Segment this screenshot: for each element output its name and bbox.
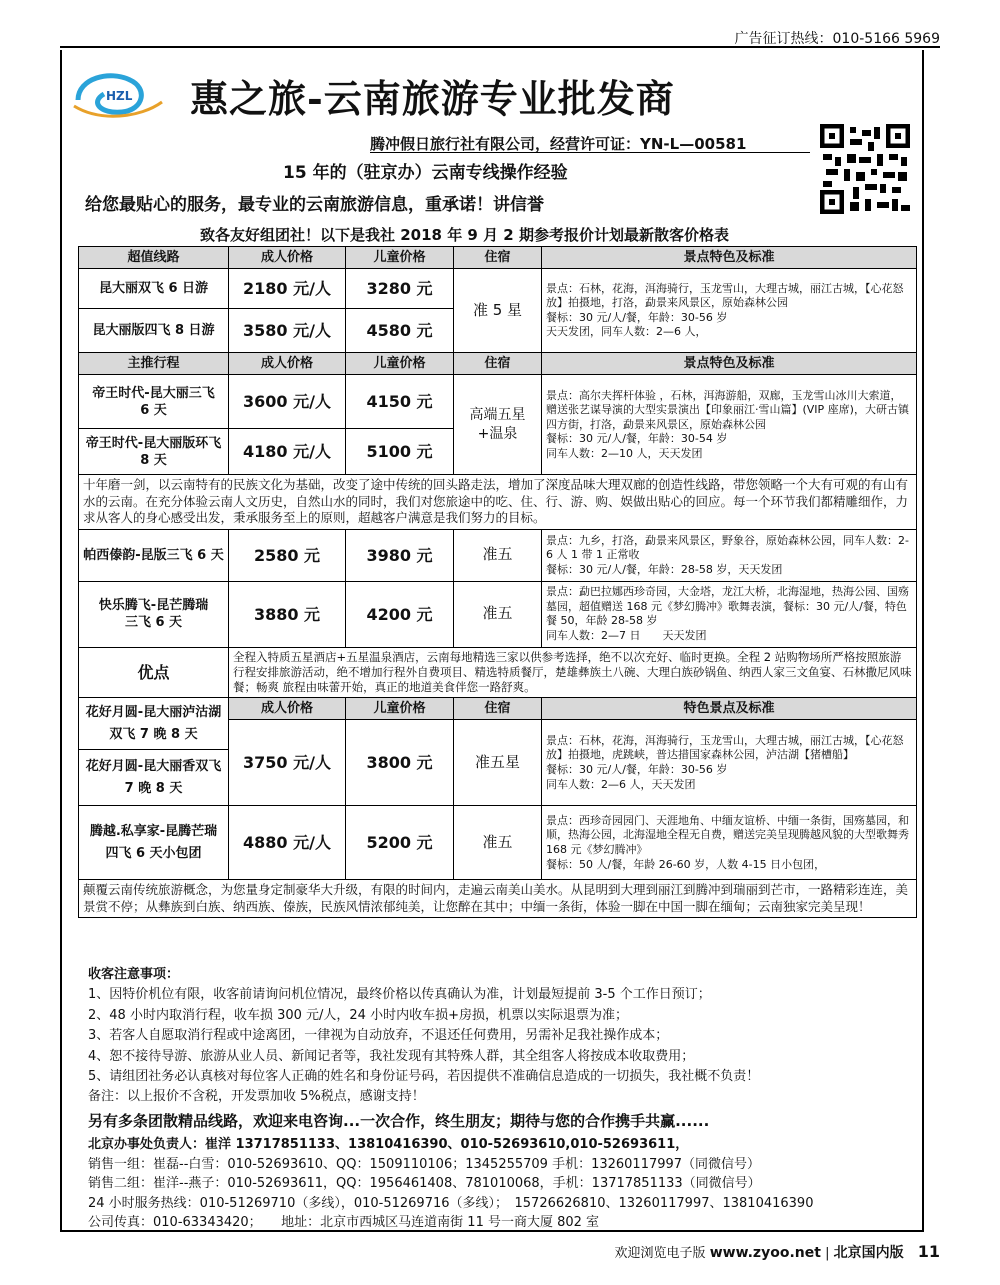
cooperation-slogan: 另有多条团散精品线路，欢迎来电咨询...一次合作，终生朋友；期待与您的合作携手共赢...... [88,1111,710,1130]
features-text: 景点：勐巴拉娜西珍奇园，大金塔，龙江大桥，北海湿地，热海公园、国殇墓园，超值赠送 168 元《梦幻腾冲》歌舞表演，餐标：30 元/人/餐，特色餐 50，年龄 28-58 岁 同车人数：2—7 日 天天发团 [542,581,917,647]
table-row [79,375,917,429]
page-footer [615,1242,940,1262]
table-row [79,529,917,581]
note-item: 3、若客人自愿取消行程或中途离团，一律视为自动放弃，不退还任何费用，另需补足我社操作成本； [88,1028,669,1044]
header-child: 儿童价格 [346,698,454,720]
table-row [79,475,917,530]
features-text: 景点：九乡，打洛，勐景来风景区，野象谷，原始森林公园，同车人数：2-6 人 1 带 1 正常收 餐标：30 元/人/餐，年龄：28-58 岁，天天发团 [542,529,917,581]
table-row [79,880,917,918]
contact-info [88,1135,813,1233]
adult-price: 3880 元 [229,581,346,647]
header-hotel: 住宿 [454,353,542,375]
child-price: 4580 元 [346,309,454,353]
adult-price: 2580 元 [229,529,346,581]
note-item: 5、请组团社务必认真核对每位客人正确的姓名和身份证号码，若因提供不准确信息造成的一切损失，我社概不负责！ [88,1069,760,1085]
section4-header [79,698,917,720]
table-row [79,806,917,880]
child-price: 4150 元 [346,375,454,429]
header-adult: 成人价格 [229,353,346,375]
slogan-service: 给您最贴心的服务，最专业的云南旅游信息，重承诺！讲信誉 [85,195,544,215]
table-row [79,647,917,698]
footer-site-link[interactable]: www.zyoo.net [709,1245,821,1261]
header-features: 景点特色及标准 [542,247,917,269]
note-remark: 备注：以上报价不含税，开发票加收 5%税点，感谢支持！ [88,1089,425,1105]
note-item: 4、恕不接待导游、旅游从业人员、新闻记者等，我社发现有其特殊人群，其全组客人将按成本收取费用； [88,1048,695,1064]
child-price: 3980 元 [346,529,454,581]
description-paragraph: 颠覆云南传统旅游概念，为您量身定制豪华大升级，有限的时间内，走遍云南美山美水。从昆明到大理到丽江到腾冲到瑞丽到芒市，一路精彩连连，美景赏不停；从彝族到白族、纳西族、傣族，民族风情浓郁纯美，让您醉在其中；中缅一条街，体验一脚在中国一脚在缅甸；云南独家完美呈现！ [79,880,917,918]
header-route: 超值线路 [79,247,229,269]
footer-text: 欢迎浏览电子版 [614,1246,706,1261]
route-name: 昆大丽版四飞 8 日游 [79,309,229,353]
notes-title: 收客注意事项： [88,967,180,982]
route-name: 帝王时代-昆大丽版环飞 8 天 [79,429,229,475]
contact-line: 24 小时服务热线：010-51269710（多线），010-51269716（多线）； 15726626810、13260117997、13810416390 [88,1195,814,1211]
booking-notes [88,965,918,1133]
hotel-level: 准 5 星 [454,269,542,353]
brand-title: 惠之旅-云南旅游专业批发商 [190,76,675,121]
footer-edition: 北京国内版 [833,1245,904,1261]
contact-line: 北京办事处负责人：崔洋 13717851133、13810416390、010-52693610,010-52693611， [88,1137,689,1152]
adult-price: 4880 元/人 [229,806,346,880]
adult-price: 4180 元/人 [229,429,346,475]
brand-logo [70,66,165,121]
header-hotel: 住宿 [454,698,542,720]
qr-code [820,124,910,214]
route-name: 帝王时代-昆大丽三飞 6 天 [79,375,229,429]
route-name: 快乐腾飞-昆芒腾瑞 三飞 6 天 [79,581,229,647]
header-adult: 成人价格 [229,247,346,269]
child-price: 5100 元 [346,429,454,475]
header-child: 儿童价格 [346,247,454,269]
advantages-text: 全程入特质五星酒店+五星温泉酒店，云南每地精选三家以供参考选择，绝不以次充好、临时更换。全程 2 站购物场所严格按照旅游行程安排旅游活动，绝不增加行程外自费项目、精选特质餐厅，楚雄彝族土八碗、大理白族砂锅鱼、纳西人家三文鱼宴、石林撒尼风味餐；畅爽 旅程由味蕾开始，真正的地道美食伴您一路舒爽。 [229,647,917,698]
route-name: 花好月圆-昆大丽泸沽湖双飞 7 晚 8 天 [79,698,229,750]
adult-price: 3600 元/人 [229,375,346,429]
adult-price: 3750 元/人 [229,720,346,806]
hotel-level: 准五星 [454,720,542,806]
page-number: 11 [917,1242,940,1261]
ad-hotline: 广告征订热线：010-5166 5969 [734,31,940,47]
section1-header [79,247,917,269]
price-table [78,246,917,918]
header-child: 儿童价格 [346,353,454,375]
hotel-level: 准五 [454,529,542,581]
child-price: 3280 元 [346,269,454,309]
route-name: 帕西傣韵-昆版三飞 6 天 [79,529,229,581]
features-text: 景点：石林，花海，洱海骑行，玉龙雪山，大理古城，丽江古城，【心花怒放】拍摄地，打洛，勐景来风景区，原始森林公园 餐标：30 元/人/餐，年龄：30-56 岁 天天发团，同车人数：2—6 人， [542,269,917,353]
top-rule [60,46,940,48]
company-license: 腾冲假日旅行社有限公司，经营许可证：YN-L—00581 [370,135,747,153]
child-price: 5200 元 [346,806,454,880]
contact-line: 公司传真：010-63343420； 地址：北京市西城区马连道南街 11 号一商大厦 802 室 [88,1215,600,1230]
header-features: 景点特色及标准 [542,353,917,375]
footer-separator: | [825,1246,830,1261]
note-item: 2、48 小时内取消行程，收车损 300 元/人，24 小时内收车损+房损，机票以实际退票为准； [88,1007,628,1023]
adult-price: 2180 元/人 [229,269,346,309]
hotel-level: 准五 [454,806,542,880]
route-name: 昆大丽双飞 6 日游 [79,269,229,309]
hotel-level: 准五 [454,581,542,647]
description-paragraph: 十年磨一剑，以云南特有的民族文化为基础，改变了途中传统的回头路走法，增加了深度品味大理双廊的创造性线路，带您领略一个大有可观的有山有水的云南。在充分体验云南人文历史，自然山水的同时，我们对您旅途中的吃、住、行、游、购、娱做出贴心的回应。每一个环节我们都精雕细作，力求从客人的身心感受出发，秉承服务至上的原则，超越客户满意是我们努力的目标。 [79,475,917,530]
features-text: 景点：石林，花海，洱海骑行，玉龙雪山，大理古城，丽江古城，【心花怒放】拍摄地，虎跳峡，普达措国家森林公园，泸沽湖【猪槽船】 餐标：30 元/人/餐，年龄：30-56 岁 同车人数：2—6 人，天天发团 [542,720,917,806]
contact-line: 销售一组：崔磊--白雪：010-52693610、QQ：1509110106；1345255709 手机：13260117997（同微信号） [88,1156,761,1172]
company-underline [370,152,810,153]
header-adult: 成人价格 [229,698,346,720]
advantages-label: 优点 [79,647,229,698]
header-hotel: 住宿 [454,247,542,269]
route-name: 腾越.私享家-昆腾芒瑞 四飞 6 天小包团 [79,806,229,880]
features-text: 景点：高尔夫挥杆体验 ，石林，洱海游船，双廊，玉龙雪山冰川大索道，赠送张艺谋导演的大型实景演出【印象丽江·雪山篇】(VIP 座席)，大研古镇四方街，打洛，勐景来风景区，原始森林公园 餐标：30 元/人/餐，年龄：30-54 岁 同车人数：2—10 人，天天发团 [542,375,917,475]
table-row [79,269,917,309]
section2-header [79,353,917,375]
adult-price: 3580 元/人 [229,309,346,353]
note-item: 1、因特价机位有限，收客前请询问机位情况，最终价格以传真确认为准，计划最短提前 3-5 个工作日预订； [88,987,711,1003]
child-price: 4200 元 [346,581,454,647]
contact-line: 销售二组：崔洋--燕子：010-52693611，QQ：1956461408、781010068，手机：13717851133（同微信号） [88,1176,761,1191]
header-features: 特色景点及标准 [542,698,917,720]
logo-text: HZL [106,89,133,103]
hotel-level: 高端五星+温泉 [454,375,542,475]
child-price: 3800 元 [346,720,454,806]
header-route: 主推行程 [79,353,229,375]
slogan-experience: 15 年的（驻京办）云南专线操作经验 [283,163,568,183]
price-table-intro: 致各友好组团社！以下是我社 2018 年 9 月 2 期参考报价计划最新散客价格表 [200,226,729,244]
route-name: 花好月圆-昆大丽香双飞 7 晚 8 天 [79,750,229,806]
table-row [79,581,917,647]
features-text: 景点：西珍奇园园门、天涯地角、中缅友谊桥、中缅一条街，国殇墓园，和顺，热海公园，北海湿地全程无自费，赠送完美呈现腾越风貌的大型歌舞秀 168 元《梦幻腾冲》 餐标：50 人/餐，年龄 26-60 岁，人数 4-15 日小包团， [542,806,917,880]
